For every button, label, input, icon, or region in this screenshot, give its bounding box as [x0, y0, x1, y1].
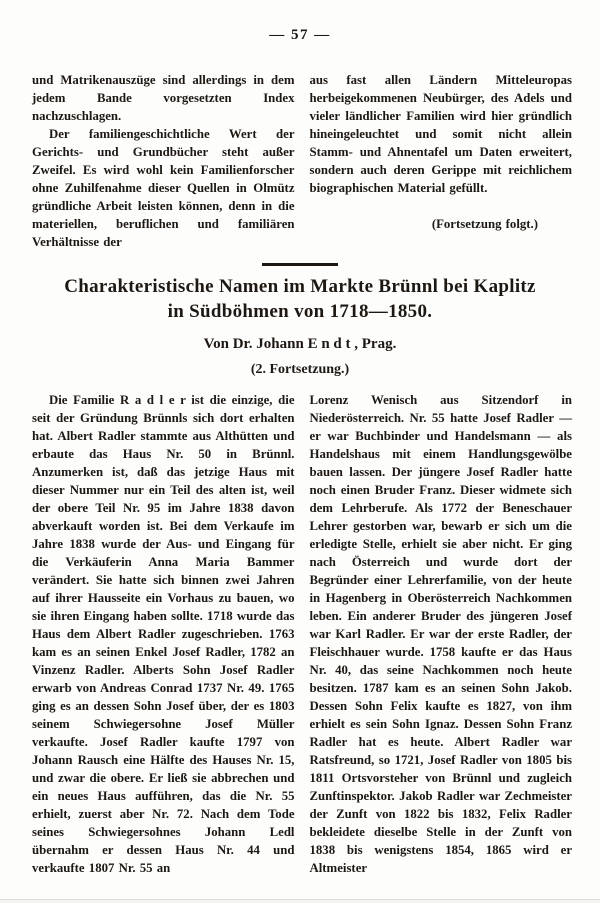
page-number: — 57 —	[269, 27, 331, 43]
paragraph: Der familiengeschichtliche Wert der Gerichts- und Grundbücher steht außer Zweifel. Es wird wohl kein Familienforscher ohne Zuhilfenahme dieser Quellen in Olmütz gründliche Arbeit leisten können, denn in die materiellen, beruflichen und familiären Verhältnisse der	[32, 127, 295, 249]
article-installment-note: (2. Fortsetzung.)	[250, 362, 350, 377]
previous-article-right-column	[310, 71, 573, 251]
article-body	[0, 391, 600, 877]
article-title-line-1: Charakteristische Namen im Markte Brünnl bei Kaplitz	[64, 276, 536, 297]
previous-article-end	[0, 71, 600, 251]
paragraph-continuation: aus fast allen Ländern Mitteleuropas herbeigekommenen Neubürger, des Adels und vieler ländlicher Familien wird hier gründlich hineingeleuchtet und somit nicht allein Stamm- und Ahnentafel um Daten erweitert, sondern auch deren Gerippe mit reichlichem biographischen Material gefüllt.	[309, 73, 572, 195]
paragraph-continuation: und Matrikenauszüge sind allerdings in dem jedem Bande vorgesetzten Index nachzuschlagen.	[32, 73, 295, 123]
article-title-line-2: in Südböhmen von 1718—1850.	[167, 301, 433, 322]
article-left-column	[32, 391, 295, 877]
paragraph-continuation: Lorenz Wenisch aus Sitzendorf in Niederösterreich. Nr. 55 hatte Josef Radler — er war Buchbinder und Handelsmann — als Handelshaus mit einem Handlungsgewölbe bauen lassen. Der jüngere Josef Radler hatte noch einen Bruder Franz. Dieser widmete sich dem Lehrberufe. Als 1772 der Beneschauer Lehrer gestorben war, bewarb er sich um die erledigte Stelle, erhielt sie aber nicht. Er ging nach Österreich und wurde dort der Begründer einer Lehrerfamilie, von der heute in Hagenberg in Oberösterreich Nachkommen leben. Ein anderer Bruder des jüngeren Josef war Karl Radler. Er war der erste Radler, der Fleischhauer wurde. 1758 kaufte er das Haus Nr. 40, das seine Nachkommen noch heute besitzen. 1787 kam es an seinen Sohn Jakob. Dessen Sohn Felix kaufte es 1827, von ihm erhielt es sein Sohn Ignaz. Dessen Sohn Franz Radler hat es heute. Albert Radler war Ratsfreund, so 1721, Josef Radler von 1805 bis 1811 Ortsvorsteher von Brünnl und zugleich Zunftinspektor. Jakob Radler war Zechmeister der Zunft von 1822 bis 1832, Felix Radler bekleidete dieselbe Stelle in der Zunft von 1838 bis wenigstens 1854, 1865 wird er Altmeister	[309, 393, 572, 875]
article-byline: Von Dr. Johann E n d t , Prag.	[203, 336, 397, 352]
section-divider-rule	[262, 263, 338, 266]
continuation-note: (Fortsetzung folgt.)	[431, 217, 538, 231]
article-right-column	[310, 391, 573, 877]
paragraph: Die Familie R a d l e r ist die einzige, die seit der Gründung Brünnls sich dort erhalten hat. Albert Radler stammte aus Althütten und erbaute das Haus Nr. 50 in Brünnl. Anzumerken ist, daß das jetzige Haus mit dieser Nummer nur ein Teil des alten ist, weil der obere Teil Nr. 95 im Jahre 1838 davon abverkauft worden ist. Bei dem Verkaufe im Jahre 1838 wurde der Aus- und Eingang für die Verkäuferin Anna Maria Bammer verändert. Sie hatte sich binnen zwei Jahren auf ihrer Hausseite ein Vorhaus zu bauen, wo sie ihren Eingang haben sollte. 1718 wurde das Haus dem Albert Radler zugeschrieben. 1763 kam es an seinen Enkel Josef Radler, 1782 an Vinzenz Radler. Alberts Sohn Josef Radler erwarb von Andreas Conrad 1737 Nr. 49. 1765 ging es an dessen Sohn Josef über, der es 1803 seinem Schwiegersohne Josef Müller verkaufte. Josef Radler kaufte 1797 von Johann Rausch eine Hälfte des Hauses Nr. 15, und zwar die obere. Er ließ sie abbrechen und ein neues Haus aufführen, das die Nr. 55 erhielt, zuerst aber Nr. 72. Nach dem Tode seines Schwiegersohnes Johann Ledl übernahm er dessen Haus Nr. 44 und verkaufte 1807 Nr. 55 an	[32, 393, 295, 875]
article-header	[0, 274, 600, 379]
scan-bottom-edge-line	[0, 899, 600, 900]
previous-article-left-column	[32, 71, 295, 251]
